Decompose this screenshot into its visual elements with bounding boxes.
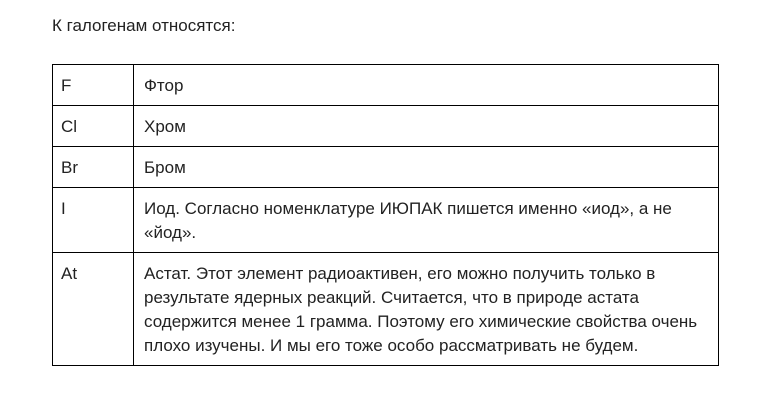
element-symbol: F: [53, 65, 134, 106]
element-description: Хром: [134, 106, 719, 147]
halogens-table: [52, 64, 719, 366]
element-description: Астат. Этот элемент радиоактивен, его можно получить только в результате ядерных реакций. Считается, что в природе астата содержится менее 1 грамма. Поэтому его химические свойства очень плохо изучены. И мы его тоже особо рассматривать не будем.: [134, 253, 719, 366]
element-description: Иод. Согласно номенклатуре ИЮПАК пишется именно «иод», а не «йод».: [134, 188, 719, 253]
element-symbol: Br: [53, 147, 134, 188]
element-symbol: Cl: [53, 106, 134, 147]
table-row: [53, 253, 719, 366]
element-symbol: At: [53, 253, 134, 366]
intro-text: К галогенам относятся:: [52, 16, 236, 35]
table-row: [53, 188, 719, 253]
table-row: [53, 65, 719, 106]
table-row: [53, 106, 719, 147]
element-symbol: I: [53, 188, 134, 253]
element-description: Фтор: [134, 65, 719, 106]
table-row: [53, 147, 719, 188]
element-description: Бром: [134, 147, 719, 188]
